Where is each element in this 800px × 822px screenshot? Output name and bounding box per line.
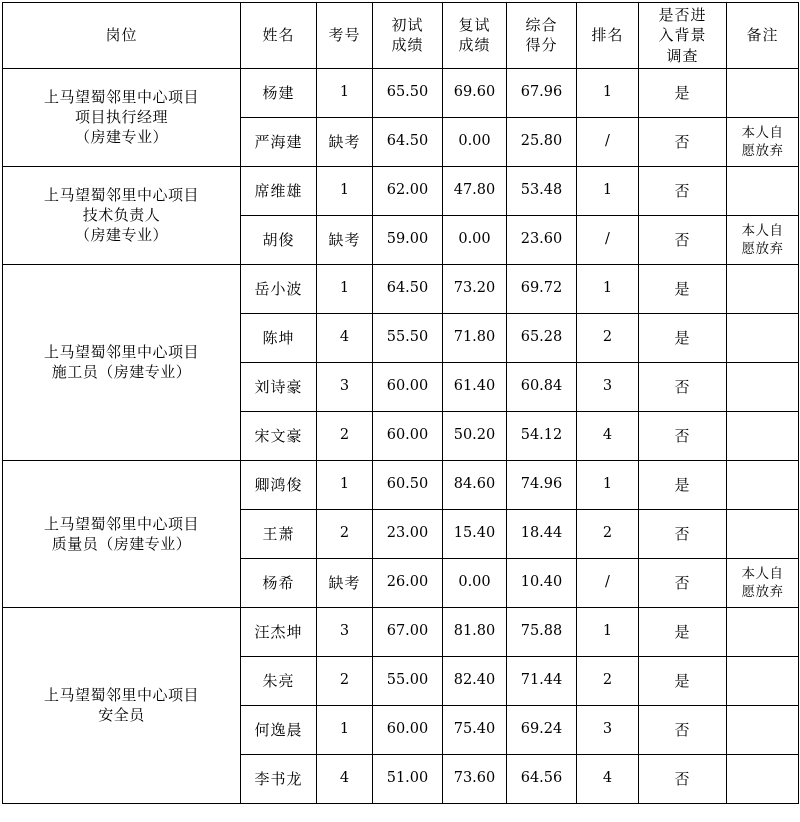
second-score: 50.20 — [443, 411, 507, 460]
total-score: 69.72 — [507, 264, 577, 313]
exam-number: 2 — [317, 411, 373, 460]
table-row — [3, 264, 799, 313]
note — [727, 117, 799, 166]
second-score: 84.60 — [443, 460, 507, 509]
total-score: 67.96 — [507, 68, 577, 117]
exam-number: 3 — [317, 607, 373, 656]
post-cell — [3, 68, 241, 166]
note-line: 本人自 — [741, 124, 784, 141]
post-line: 项目执行经理 — [74, 108, 168, 127]
rank: 2 — [577, 656, 639, 705]
candidate-name: 汪杰坤 — [241, 607, 317, 656]
column-header-background-check — [639, 3, 727, 69]
candidate-name: 宋文豪 — [241, 411, 317, 460]
column-header-second-score-line1: 复试 — [458, 16, 491, 35]
first-score: 51.00 — [373, 754, 443, 803]
note — [727, 754, 799, 803]
column-header-note-label: 备注 — [746, 26, 779, 45]
background-check: 否 — [639, 215, 727, 264]
exam-number: 2 — [317, 509, 373, 558]
background-check: 否 — [639, 362, 727, 411]
background-check: 否 — [639, 411, 727, 460]
post-line: （房建专业） — [74, 128, 168, 147]
background-check: 是 — [639, 656, 727, 705]
rank: 4 — [577, 754, 639, 803]
second-score: 47.80 — [443, 166, 507, 215]
post-line: 上马望蜀邻里中心项目 — [43, 343, 199, 361]
note — [727, 215, 799, 264]
rank: 3 — [577, 705, 639, 754]
note — [727, 656, 799, 705]
note-line: 本人自 — [741, 565, 784, 582]
first-score: 60.00 — [373, 411, 443, 460]
column-header-background-check-line3: 调查 — [666, 46, 699, 65]
note-line: 愿放弃 — [741, 583, 784, 600]
exam-number: 1 — [317, 705, 373, 754]
first-score: 55.00 — [373, 656, 443, 705]
rank: 1 — [577, 607, 639, 656]
table-row — [3, 460, 799, 509]
post-line: 上马望蜀邻里中心项目 — [43, 87, 199, 106]
candidate-name: 席维雄 — [241, 166, 317, 215]
first-score: 60.00 — [373, 705, 443, 754]
candidate-name: 岳小波 — [241, 264, 317, 313]
column-header-total-score-line1: 综合 — [525, 16, 558, 35]
post-cell — [3, 607, 241, 803]
exam-number: 3 — [317, 362, 373, 411]
candidate-name: 杨建 — [241, 68, 317, 117]
column-header-post-label: 岗位 — [105, 26, 138, 45]
rank: 4 — [577, 411, 639, 460]
background-check: 否 — [639, 558, 727, 607]
first-score: 26.00 — [373, 558, 443, 607]
table-row — [3, 166, 799, 215]
column-header-second-score-line2: 成绩 — [458, 36, 491, 55]
background-check: 否 — [639, 705, 727, 754]
second-score: 71.80 — [443, 313, 507, 362]
exam-number: 4 — [317, 754, 373, 803]
rank: 1 — [577, 68, 639, 117]
column-header-second-score — [443, 3, 507, 69]
note — [727, 313, 799, 362]
first-score: 59.00 — [373, 215, 443, 264]
total-score: 69.24 — [507, 705, 577, 754]
second-score: 82.40 — [443, 656, 507, 705]
column-header-total-score — [507, 3, 577, 69]
column-header-total-score-line2: 得分 — [525, 36, 558, 55]
table-header-row — [3, 3, 799, 69]
total-score: 74.96 — [507, 460, 577, 509]
post-cell — [3, 264, 241, 460]
candidate-name: 严海建 — [241, 117, 317, 166]
column-header-rank — [577, 3, 639, 69]
note — [727, 68, 799, 117]
note — [727, 166, 799, 215]
post-line: 质量员（房建专业） — [51, 534, 192, 553]
candidate-name: 杨希 — [241, 558, 317, 607]
note — [727, 509, 799, 558]
column-header-note — [727, 3, 799, 69]
note — [727, 264, 799, 313]
exam-results-table — [2, 2, 799, 804]
note — [727, 705, 799, 754]
background-check: 是 — [639, 607, 727, 656]
column-header-rank-label: 排名 — [591, 26, 624, 45]
exam-number: 1 — [317, 460, 373, 509]
background-check: 否 — [639, 754, 727, 803]
note-line: 愿放弃 — [741, 240, 784, 257]
post-cell — [3, 460, 241, 607]
column-header-background-check-line1: 是否进 — [658, 6, 707, 24]
post-line: 施工员（房建专业） — [51, 363, 192, 382]
total-score: 71.44 — [507, 656, 577, 705]
column-header-post — [3, 3, 241, 69]
first-score: 60.50 — [373, 460, 443, 509]
background-check: 否 — [639, 166, 727, 215]
exam-number: 2 — [317, 656, 373, 705]
second-score: 15.40 — [443, 509, 507, 558]
column-header-exam-no-label: 考号 — [328, 26, 361, 45]
candidate-name: 陈坤 — [241, 313, 317, 362]
rank: 1 — [577, 460, 639, 509]
first-score: 55.50 — [373, 313, 443, 362]
total-score: 54.12 — [507, 411, 577, 460]
column-header-name — [241, 3, 317, 69]
post-line: 技术负责人 — [82, 206, 161, 225]
rank: 1 — [577, 166, 639, 215]
post-cell — [3, 166, 241, 264]
column-header-first-score-line1: 初试 — [391, 16, 424, 35]
note — [727, 607, 799, 656]
exam-number: 缺考 — [317, 117, 373, 166]
table-row — [3, 68, 799, 117]
exam-number: 1 — [317, 166, 373, 215]
post-line: 安全员 — [98, 706, 145, 725]
candidate-name: 卿鸿俊 — [241, 460, 317, 509]
total-score: 18.44 — [507, 509, 577, 558]
first-score: 62.00 — [373, 166, 443, 215]
second-score: 61.40 — [443, 362, 507, 411]
note-line: 愿放弃 — [741, 142, 784, 159]
column-header-exam-no — [317, 3, 373, 69]
total-score: 60.84 — [507, 362, 577, 411]
background-check: 是 — [639, 68, 727, 117]
second-score: 73.60 — [443, 754, 507, 803]
rank: / — [577, 558, 639, 607]
background-check: 否 — [639, 117, 727, 166]
exam-number: 缺考 — [317, 558, 373, 607]
total-score: 64.56 — [507, 754, 577, 803]
second-score: 75.40 — [443, 705, 507, 754]
candidate-name: 王萧 — [241, 509, 317, 558]
first-score: 64.50 — [373, 117, 443, 166]
second-score: 0.00 — [443, 558, 507, 607]
rank: 1 — [577, 264, 639, 313]
candidate-name: 何逸晨 — [241, 705, 317, 754]
exam-number: 1 — [317, 68, 373, 117]
rank: 3 — [577, 362, 639, 411]
total-score: 23.60 — [507, 215, 577, 264]
candidate-name: 朱亮 — [241, 656, 317, 705]
column-header-name-label: 姓名 — [262, 26, 295, 45]
post-line: （房建专业） — [74, 226, 168, 245]
column-header-background-check-line2: 入背景 — [658, 26, 707, 45]
first-score: 65.50 — [373, 68, 443, 117]
note — [727, 362, 799, 411]
second-score: 73.20 — [443, 264, 507, 313]
first-score: 60.00 — [373, 362, 443, 411]
background-check: 否 — [639, 509, 727, 558]
post-line: 上马望蜀邻里中心项目 — [43, 185, 199, 204]
rank: / — [577, 215, 639, 264]
candidate-name: 刘诗豪 — [241, 362, 317, 411]
total-score: 25.80 — [507, 117, 577, 166]
total-score: 75.88 — [507, 607, 577, 656]
second-score: 0.00 — [443, 117, 507, 166]
total-score: 53.48 — [507, 166, 577, 215]
first-score: 67.00 — [373, 607, 443, 656]
background-check: 是 — [639, 460, 727, 509]
exam-number: 4 — [317, 313, 373, 362]
column-header-first-score-line2: 成绩 — [391, 36, 424, 55]
total-score: 10.40 — [507, 558, 577, 607]
column-header-first-score — [373, 3, 443, 69]
note — [727, 411, 799, 460]
second-score: 0.00 — [443, 215, 507, 264]
rank: 2 — [577, 509, 639, 558]
second-score: 81.80 — [443, 607, 507, 656]
note — [727, 558, 799, 607]
total-score: 65.28 — [507, 313, 577, 362]
note — [727, 460, 799, 509]
background-check: 是 — [639, 264, 727, 313]
rank: 2 — [577, 313, 639, 362]
candidate-name: 胡俊 — [241, 215, 317, 264]
table-row — [3, 607, 799, 656]
second-score: 69.60 — [443, 68, 507, 117]
exam-number: 1 — [317, 264, 373, 313]
first-score: 23.00 — [373, 509, 443, 558]
rank: / — [577, 117, 639, 166]
note-line: 本人自 — [741, 222, 784, 239]
exam-number: 缺考 — [317, 215, 373, 264]
post-line: 上马望蜀邻里中心项目 — [43, 514, 199, 533]
first-score: 64.50 — [373, 264, 443, 313]
post-line: 上马望蜀邻里中心项目 — [43, 686, 199, 704]
candidate-name: 李书龙 — [241, 754, 317, 803]
background-check: 是 — [639, 313, 727, 362]
